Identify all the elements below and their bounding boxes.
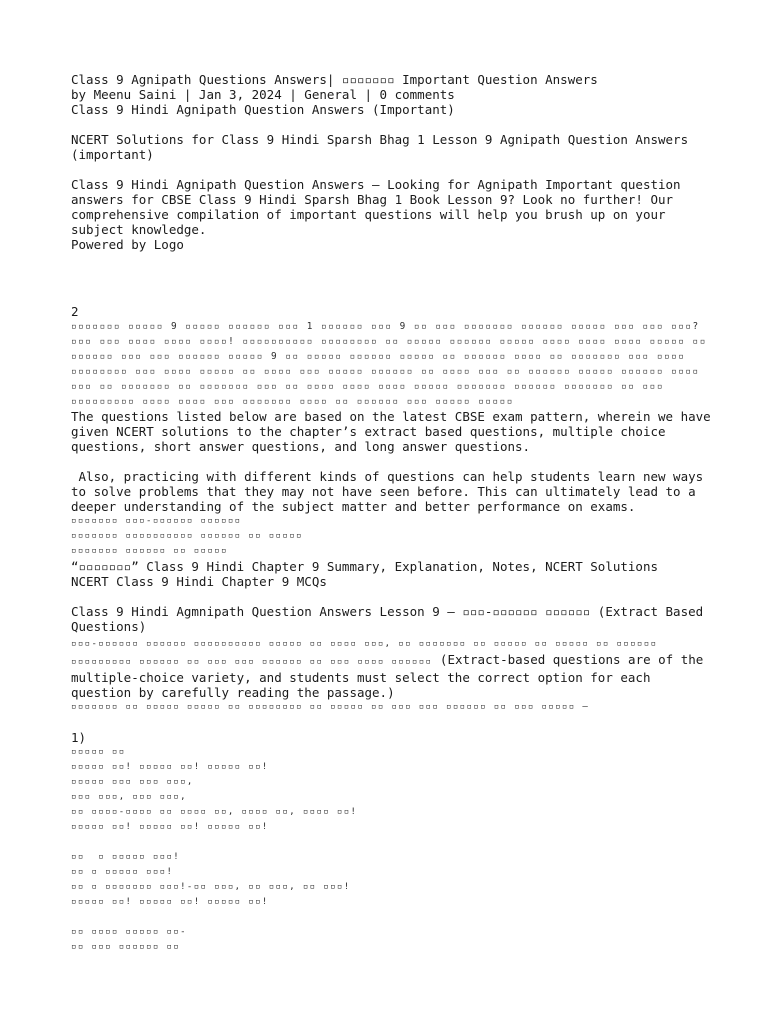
document-page [71, 72, 719, 955]
intro-heading: NCERT Solutions for Class 9 Hindi Sparsh Bhag 1 Lesson 9 Agnipath Question Answers (important) [71, 132, 696, 162]
intro-paragraph: Class 9 Hindi Agnipath Question Answers – Looking for Agnipath Important question answers for CBSE Class 9 Hindi Sparsh Bhag 1 Book Lesson 9? Look no further! Our comprehensive compilation of important questions will help you brush up on your subject knowledge. [71, 177, 689, 237]
toc-link-hindi-2[interactable]: ▫▫▫▫▫▫▫ ▫▫▫▫▫▫▫▫▫▫ ▫▫▫▫▫▫ ▫▫ ▫▫▫▫▫ [71, 531, 303, 541]
toc-link-summary[interactable]: “▫▫▫▫▫▫▫” Class 9 Hindi Chapter 9 Summary, Explanation, Notes, NCERT Solutions [71, 559, 658, 574]
article-subtitle: Class 9 Hindi Agnipath Question Answers (Important) [71, 102, 455, 117]
spacer [71, 117, 711, 132]
spacer [71, 715, 711, 730]
section-description [71, 634, 711, 700]
page-number: 2 [71, 304, 79, 319]
section-description-hindi: ▫▫▫-▫▫▫▫▫▫ ▫▫▫▫▫▫ ▫▫▫▫▫▫▫▫▫▫ ▫▫▫▫▫ ▫▫ ▫▫▫▫ ▫▫▫, ▫▫ ▫▫▫▫▫▫▫ ▫▫ ▫▫▫▫▫ ▫▫ ▫▫▫▫▫ ▫▫ ▫▫▫▫▫▫ ▫▫▫▫▫▫▫▫▫ ▫▫▫▫▫▫ ▫▫ ▫▫▫ ▫▫▫ ▫▫▫▫▫▫ ▫▫ ▫▫▫ ▫▫▫▫ ▫▫▫▫▫▫ [71, 639, 665, 667]
section-description-english: (Extract-based questions are of the multiple-choice variety, and students must select the correct option for each question by carefully reading the passage.) [71, 652, 711, 700]
poem-line: ▫▫▫▫▫ ▫▫ [71, 747, 126, 757]
article-byline: by Meenu Saini | Jan 3, 2024 | General | 0 comments [71, 87, 455, 102]
poem-line: ▫▫▫▫▫ ▫▫! ▫▫▫▫▫ ▫▫! ▫▫▫▫▫ ▫▫! [71, 822, 269, 832]
spacer [71, 835, 711, 850]
toc-link-hindi-1[interactable]: ▫▫▫▫▫▫▫ ▫▫▫-▫▫▫▫▫▫ ▫▫▫▫▫▫ [71, 516, 242, 526]
toc-link-hindi-3[interactable]: ▫▫▫▫▫▫▫ ▫▫▫▫▫▫ ▫▫ ▫▫▫▫▫ [71, 546, 228, 556]
question-number: 1) [71, 730, 87, 745]
poem-line: ▫▫▫▫▫ ▫▫! ▫▫▫▫▫ ▫▫! ▫▫▫▫▫ ▫▫! [71, 897, 269, 907]
english-paragraph-1: The questions listed below are based on the latest CBSE exam pattern, wherein we have given NCERT solutions to the chapter’s extract based questions, multiple choice questions, short answer questions, and long answer questions. [71, 409, 719, 454]
spacer [71, 910, 711, 925]
poem-line: ▫▫▫▫▫ ▫▫! ▫▫▫▫▫ ▫▫! ▫▫▫▫▫ ▫▫! [71, 762, 269, 772]
poem-line: ▫▫ ▫▫▫▫-▫▫▫▫ ▫▫ ▫▫▫▫ ▫▫, ▫▫▫▫ ▫▫, ▫▫▫▫ ▫▫! [71, 807, 358, 817]
spacer [71, 162, 711, 177]
poem-line: ▫▫ ▫▫▫ ▫▫▫▫▫▫ ▫▫ [71, 942, 181, 952]
spacer [71, 454, 711, 469]
section-heading: Class 9 Hindi Agmnipath Question Answers Lesson 9 – ▫▫▫-▫▫▫▫▫▫ ▫▫▫▫▫▫ (Extract Based Questions) [71, 604, 711, 634]
hindi-intro-paragraph: ▫▫▫▫▫▫▫ ▫▫▫▫▫ 9 ▫▫▫▫▫ ▫▫▫▫▫▫ ▫▫▫ 1 ▫▫▫▫▫▫ ▫▫▫ 9 ▫▫ ▫▫▫ ▫▫▫▫▫▫▫ ▫▫▫▫▫▫ ▫▫▫▫▫ ▫▫▫ ▫▫▫ ▫▫▫? ▫▫▫ ▫▫▫ ▫▫▫▫ ▫▫▫▫ ▫▫▫▫! ▫▫▫▫▫▫▫▫▫▫ ▫▫▫▫▫▫▫▫ ▫▫ ▫▫▫▫▫ ▫▫▫▫▫▫ ▫▫▫▫▫ ▫▫▫▫ ▫▫▫▫ ▫▫▫▫ ▫▫▫▫▫ ▫▫ ▫▫▫▫▫▫ ▫▫▫ ▫▫▫ ▫▫▫▫▫▫ ▫▫▫▫▫ 9 ▫▫ ▫▫▫▫▫ ▫▫▫▫▫▫ ▫▫▫▫▫ ▫▫ ▫▫▫▫▫▫ ▫▫▫▫ ▫▫ ▫▫▫▫▫▫▫ ▫▫▫ ▫▫▫▫ ▫▫▫▫▫▫▫▫ ▫▫▫ ▫▫▫▫ ▫▫▫▫▫ ▫▫ ▫▫▫▫ ▫▫▫ ▫▫▫▫▫ ▫▫▫▫▫▫ ▫▫ ▫▫▫▫ ▫▫▫ ▫▫ ▫▫▫▫▫▫ ▫▫▫▫▫ ▫▫▫▫▫▫ ▫▫▫▫ ▫▫▫ ▫▫ ▫▫▫▫▫▫▫ ▫▫ ▫▫▫▫▫▫▫ ▫▫▫ ▫▫ ▫▫▫▫ ▫▫▫▫ ▫▫▫▫ ▫▫▫▫▫ ▫▫▫▫▫▫▫ ▫▫▫▫▫▫ ▫▫▫▫▫▫▫ ▫▫ ▫▫▫ ▫▫▫▫▫▫▫▫▫ ▫▫▫▫ ▫▫▫▫ ▫▫▫ ▫▫▫▫▫▫▫ ▫▫▫▫ ▫▫ ▫▫▫▫▫▫ ▫▫▫ ▫▫▫▫▫ ▫▫▫▫▫ [71, 321, 714, 407]
article-title: Class 9 Agnipath Questions Answers| ▫▫▫▫▫▫▫ Important Question Answers [71, 72, 598, 87]
poem-line: ▫▫ ▫ ▫▫▫▫▫ ▫▫▫! [71, 867, 174, 877]
english-paragraph-2: Also, practicing with different kinds of questions can help students learn new ways to solve problems that they may not have seen before. This can ultimately lead to a deeper understanding of the subject matter and better performance on exams. [71, 469, 711, 514]
poem-line: ▫▫▫ ▫▫▫, ▫▫▫ ▫▫▫, [71, 792, 187, 802]
spacer [71, 589, 711, 604]
poem-line: ▫▫ ▫ ▫▫▫▫▫ ▫▫▫! [71, 852, 181, 862]
section-instruction: ▫▫▫▫▫▫▫ ▫▫ ▫▫▫▫▫ ▫▫▫▫▫ ▫▫ ▫▫▫▫▫▫▫▫ ▫▫ ▫▫▫▫▫ ▫▫ ▫▫▫ ▫▫▫ ▫▫▫▫▫▫ ▫▫ ▫▫▫ ▫▫▫▫▫ – [71, 702, 590, 712]
toc-link-mcqs[interactable]: NCERT Class 9 Hindi Chapter 9 MCQs [71, 574, 327, 589]
powered-by-text: Powered by Logo [71, 237, 184, 252]
poem-line: ▫▫▫▫▫ ▫▫▫ ▫▫▫ ▫▫▫, [71, 777, 194, 787]
poem-line: ▫▫ ▫▫▫▫ ▫▫▫▫▫ ▫▫- [71, 927, 187, 937]
spacer [71, 252, 711, 304]
poem-line: ▫▫ ▫ ▫▫▫▫▫▫▫ ▫▫▫!-▫▫ ▫▫▫, ▫▫ ▫▫▫, ▫▫ ▫▫▫! [71, 882, 351, 892]
